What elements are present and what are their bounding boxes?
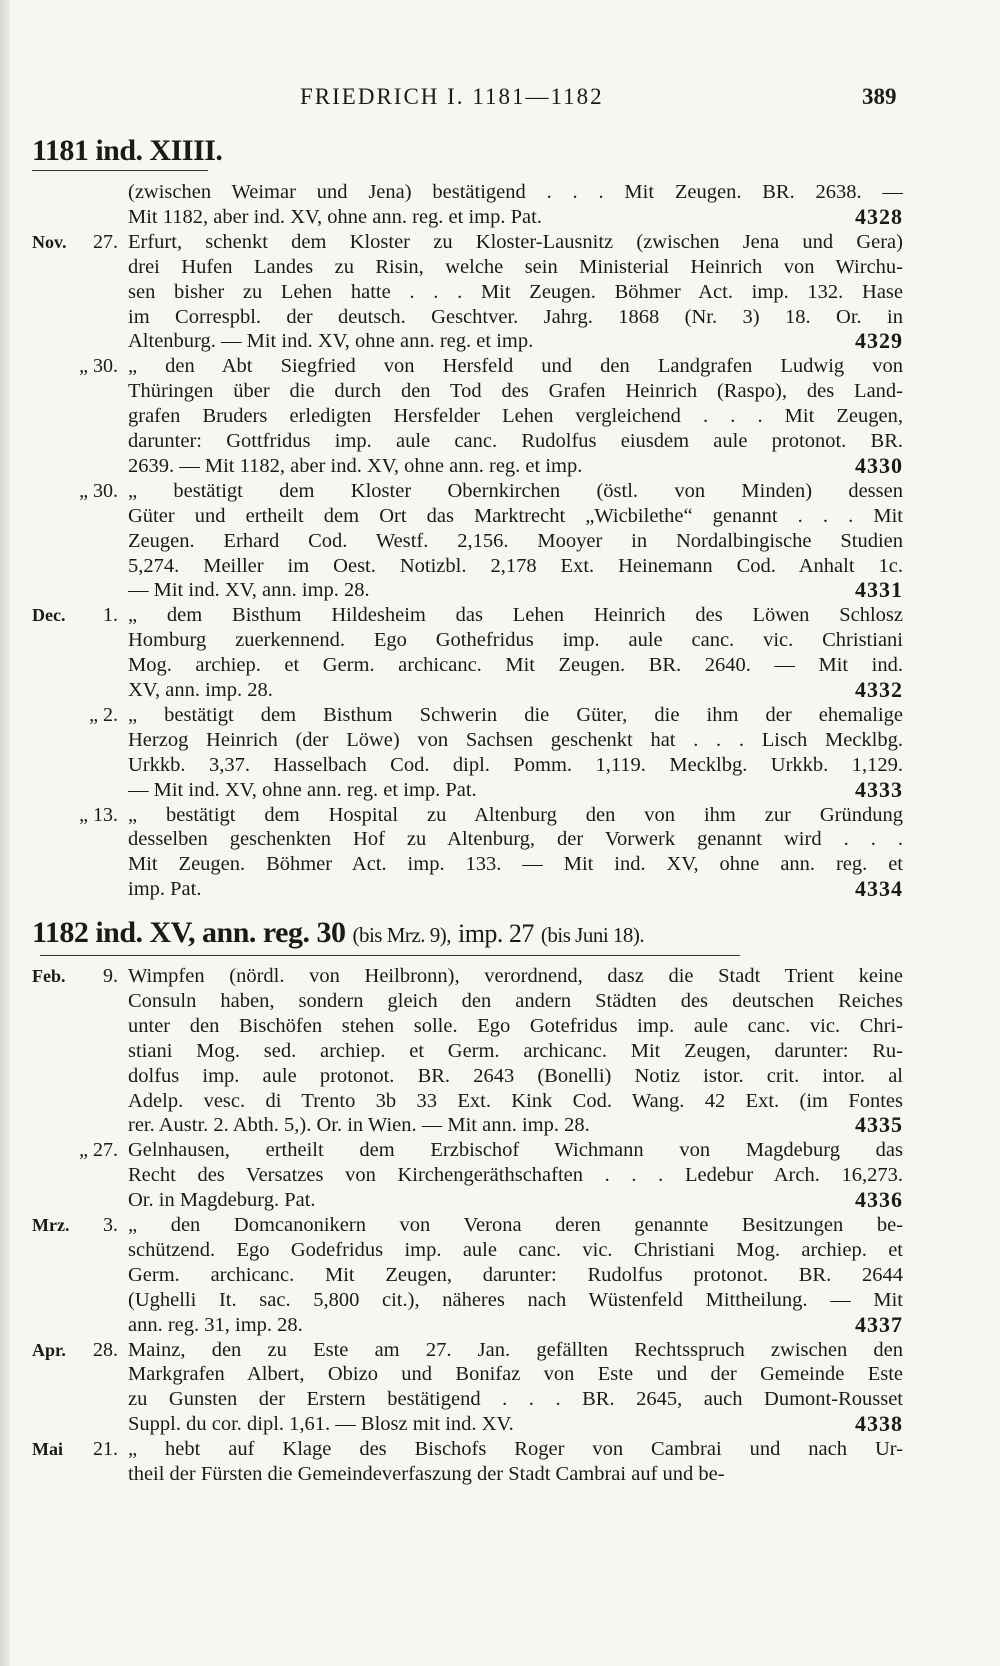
entry-text-line: ann. reg. 31, imp. 28. (128, 1313, 303, 1336)
year-heading-reg-until: (bis Mrz. 9), (352, 923, 451, 947)
entry-text-line: „ bestätigt dem Bisthum Schwerin die Güter, die ihm der ehemalige (128, 703, 903, 726)
regest-number: 4336 (855, 1187, 903, 1213)
entry-day: „ 2. (89, 703, 118, 726)
entry-text-line: „ den Abt Siegfried von Hersfeld und den Landgrafen Ludwig von (128, 355, 903, 378)
entry-text-line: „ bestätigt dem Hospital zu Altenburg den von ihm zur Gründung (128, 803, 903, 826)
entry-text-line: Zeugen. Erhard Cod. Westf. 2,156. Mooyer in Nordalbingische Studien (128, 529, 903, 552)
year-heading-imp-until: (bis Juni 18). (540, 923, 645, 947)
entry-day: 3. (103, 1214, 118, 1236)
entry-text-line: Herzog Heinrich (der Löwe) von Sachsen geschenkt hat . . . Lisch Mecklbg. (128, 728, 903, 751)
entry-text-line: imp. Pat. (128, 878, 202, 901)
regest-number: 4331 (855, 577, 903, 603)
entry-text-line: (Ughelli It. sac. 5,800 cit.), näheres nach Wüstenfeld Mittheilung. — Mit (128, 1288, 903, 1311)
year-heading-imp: imp. 27 (457, 919, 534, 948)
entry-text-line: (zwischen Weimar und Jena) bestätigend . . . Mit Zeugen. BR. 2638. — (128, 181, 903, 203)
page-gutter (0, 0, 10, 1666)
entry-text-line: „ bestätigt dem Kloster Obernkirchen (östl. von Minden) dessen (128, 479, 903, 502)
regest-number: 4334 (855, 876, 903, 902)
entry-text-line: Homburg zuerkennend. Ego Gothefridus imp. aule canc. vic. Christiani (128, 629, 903, 652)
entry-text-line: Markgrafen Albert, Obizo und Bonifaz von Este und der Gemeinde Este (128, 1363, 903, 1386)
entry-text-line: Suppl. du cor. dipl. 1,61. — Blosz mit ind. XV. (128, 1413, 514, 1436)
entry-text-line: grafen Bruders erledigten Hersfelder Lehen vergleichend . . . Mit Zeugen, (128, 405, 903, 428)
entry-text-line: stiani Mog. sed. archiep. et Germ. archicanc. Mit Zeugen, darunter: Ru- (128, 1039, 903, 1062)
entry-text-line: Wimpfen (nördl. von Heilbronn), verordnend, dasz die Stadt Trient keine (128, 965, 903, 987)
entry-text-line: XV, ann. imp. 28. (128, 679, 273, 701)
entry-text-line: Or. in Magdeburg. Pat. (128, 1189, 316, 1212)
entry-text-line: im Correspbl. der deutsch. Geschtver. Jahrg. 1868 (Nr. 3) 18. Or. in (128, 305, 903, 328)
entry-text-line: Thüringen über die durch den Tod des Grafen Heinrich (Raspo), des Land- (128, 380, 903, 403)
entry-text-line: Germ. archicanc. Mit Zeugen, darunter: Rudolfus protonot. BR. 2644 (128, 1263, 903, 1286)
entry-month: Apr. (32, 1339, 66, 1360)
entry-text-line: Erfurt, schenkt dem Kloster zu Kloster-Lausnitz (zwischen Jena und Gera) (128, 230, 903, 253)
entry-text-line: 5,274. Meiller im Oest. Notizbl. 2,178 Ext. Heinemann Cod. Anhalt 1c. (128, 554, 903, 577)
entry-day: 28. (93, 1338, 118, 1361)
entry-day: „ 27. (79, 1139, 118, 1162)
entry-month: Dec. (32, 605, 66, 626)
heading-rule (40, 955, 740, 956)
entry-text-line: theil der Fürsten die Gemeindeverfaszung der Stadt Cambrai auf und be- (128, 1463, 725, 1485)
entry-day: 21. (93, 1438, 118, 1461)
regest-number: 4338 (855, 1411, 903, 1437)
regest-number: 4330 (855, 452, 903, 478)
entry-text-line: rer. Austr. 2. Abth. 5,). Or. in Wien. — Mit ann. imp. 28. (128, 1114, 590, 1137)
regest-number: 4335 (855, 1112, 903, 1138)
entry-text-line: Gelnhausen, ertheilt dem Erzbischof Wichmann von Magdeburg das (128, 1139, 903, 1162)
entry-text-line: Güter und ertheilt dem Ort das Marktrecht „Wicbilethe“ genannt . . . Mit (128, 504, 903, 527)
entry-month: Feb. (32, 966, 66, 986)
entry-month: Nov. (32, 231, 67, 252)
entry-month: Mrz. (32, 1215, 70, 1235)
year-heading-1181: 1181 ind. XIIII. (32, 134, 223, 167)
heading-rule (32, 170, 208, 171)
entry-text-line: „ dem Bisthum Hildesheim das Lehen Heinrich des Löwen Schlosz (128, 604, 903, 627)
entry-text-line: sen bisher zu Lehen hatte . . . Mit Zeugen. Böhmer Act. imp. 132. Hase (128, 280, 903, 303)
regest-number: 4337 (855, 1311, 903, 1337)
entry-text-line: „ hebt auf Klage des Bischofs Roger von Cambrai und nach Ur- (128, 1438, 903, 1461)
entry-text-line: Mit Zeugen. Böhmer Act. imp. 133. — Mit ind. XV, ohne ann. reg. et (128, 853, 903, 876)
entry-text-line: Mit 1182, aber ind. XV, ohne ann. reg. et imp. Pat. (128, 205, 542, 228)
entry-text-line: drei Hufen Landes zu Risin, welche sein Ministerial Heinrich von Wirchu- (128, 255, 903, 278)
entry-day: „ 13. (79, 803, 118, 826)
entry-text-line: schützend. Ego Godefridus imp. aule canc. vic. Christiani Mog. archiep. et (128, 1238, 903, 1261)
entry-text-line: unter den Bischöfen stehen solle. Ego Gotefridus imp. aule canc. vic. Chri- (128, 1014, 903, 1037)
entry-day: „ 30. (79, 479, 118, 502)
regest-number: 4329 (855, 328, 903, 354)
entry-day: „ 30. (79, 355, 118, 378)
regest-number: 4332 (855, 677, 903, 702)
entry-text-line: — Mit ind. XV, ohne ann. reg. et imp. Pat. (128, 778, 477, 801)
running-title: FRIEDRICH I. 1181—1182 (300, 84, 604, 109)
regest-number: 4328 (855, 203, 903, 229)
entry-text-line: Consuln haben, sondern gleich den andern Städten des deutschen Reiches (128, 989, 903, 1012)
entry-text-line: Adelp. vesc. di Trento 3b 33 Ext. Kink Cod. Wang. 42 Ext. (im Fontes (128, 1089, 903, 1112)
entry-day: 1. (103, 604, 118, 627)
entry-text-line: Mainz, den zu Este am 27. Jan. gefällten Rechtsspruch zwischen den (128, 1338, 903, 1361)
entry-text-line: — Mit ind. XV, ann. imp. 28. (128, 579, 370, 602)
year-heading-main: 1182 ind. XV, ann. reg. 30 (32, 916, 346, 949)
entry-text-line: zu Gunsten der Erstern bestätigend . . . BR. 2645, auch Dumont-Rousset (128, 1388, 903, 1411)
entry-text-line: dolfus imp. aule protonot. BR. 2643 (Bonelli) Notiz istor. crit. intor. al (128, 1064, 903, 1087)
entry-month: Mai (32, 1439, 63, 1460)
entry-text-line: Recht des Versatzes von Kirchengeräthschaften . . . Ledebur Arch. 16,273. (128, 1164, 903, 1187)
entry-day: 9. (103, 965, 118, 987)
entry-text-line: desselben geschenkten Hof zu Altenburg, der Vorwerk genannt wird . . . (128, 828, 903, 851)
entry-text-line: Mog. archiep. et Germ. archicanc. Mit Zeugen. BR. 2640. — Mit ind. (128, 654, 903, 677)
entry-text-line: darunter: Gottfridus imp. aule canc. Rudolfus eiusdem aule protonot. BR. (128, 430, 903, 452)
regest-number: 4333 (855, 776, 903, 802)
page-number: 389 (862, 84, 897, 109)
entry-text-line: „ den Domcanonikern von Verona deren genannte Besitzungen be- (128, 1214, 903, 1236)
entry-text-line: Urkkb. 3,37. Hasselbach Cod. dipl. Pomm. 1,119. Mecklbg. Urkkb. 1,129. (128, 753, 903, 776)
entry-day: 27. (93, 230, 118, 253)
year-heading-1182 (32, 916, 644, 950)
entry-text-line: Altenburg. — Mit ind. XV, ohne ann. reg. et imp. (128, 330, 534, 353)
page-header (0, 84, 1000, 118)
entry-text-line: 2639. — Mit 1182, aber ind. XV, ohne ann. reg. et imp. (128, 454, 583, 477)
